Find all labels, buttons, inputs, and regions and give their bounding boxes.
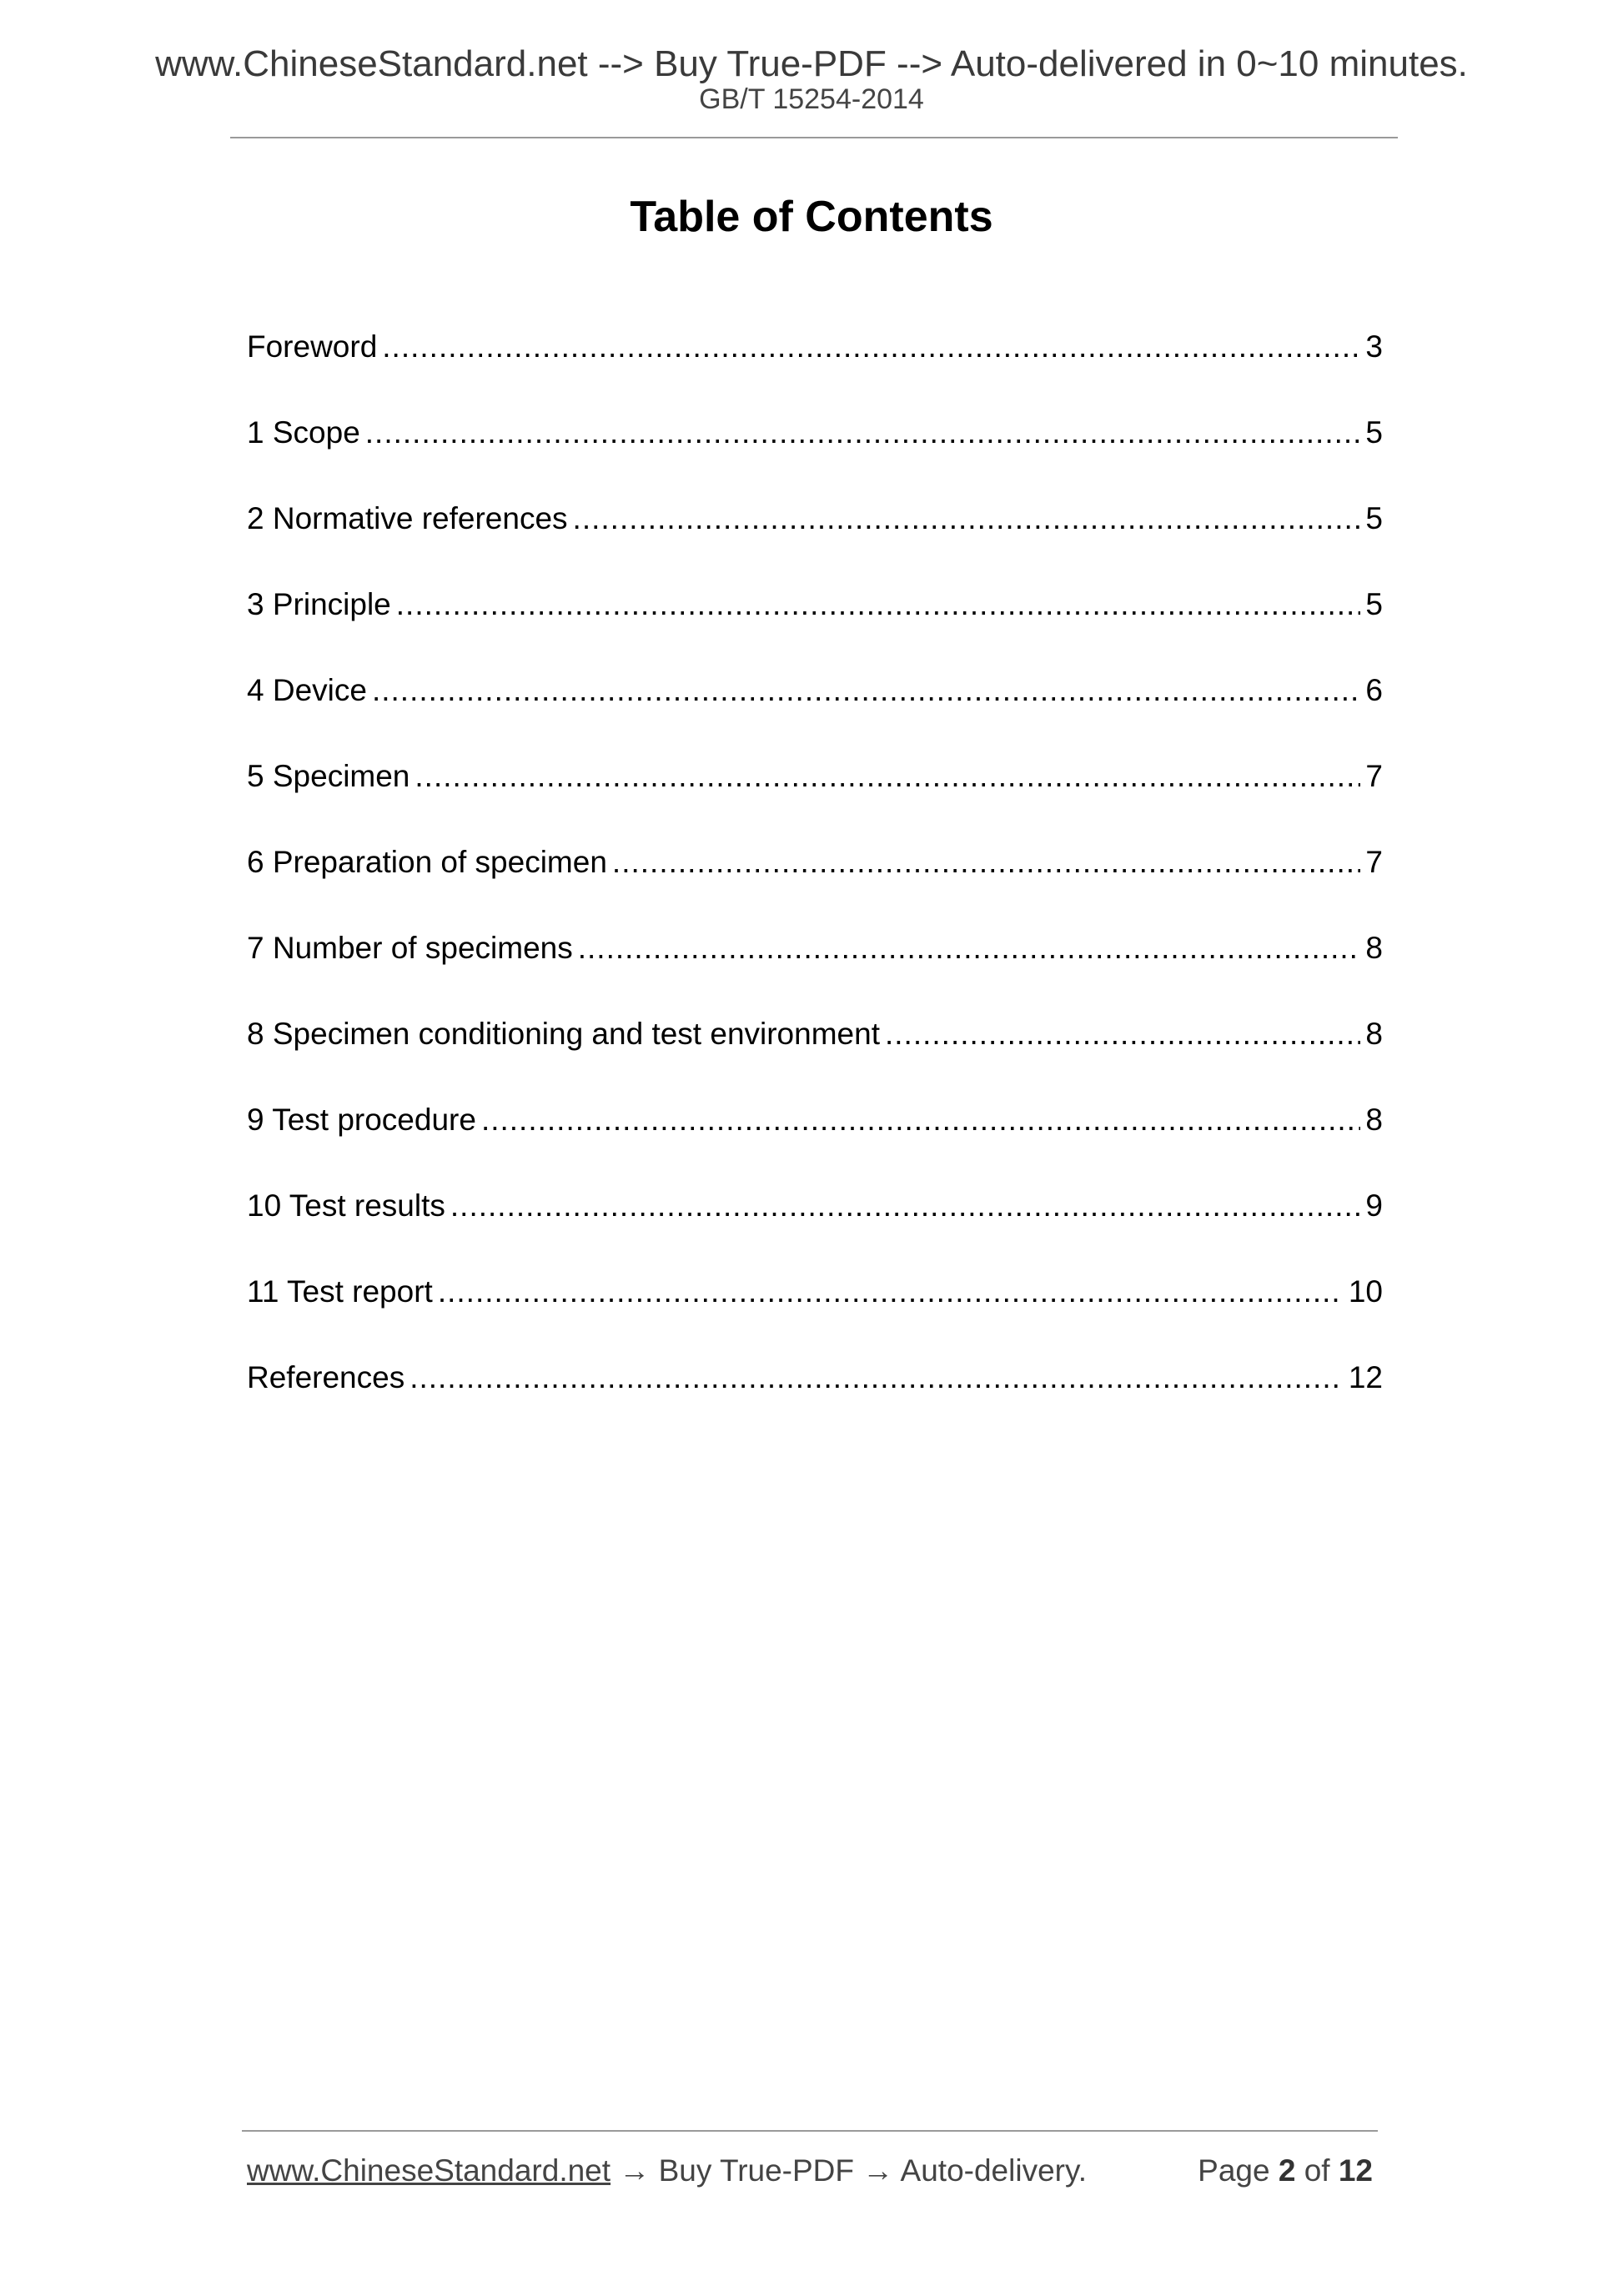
dot-leader: [365, 406, 1361, 460]
page-word: Page: [1198, 2153, 1270, 2188]
page-footer: [247, 2153, 1378, 2188]
toc-entry-label: References: [247, 1360, 405, 1394]
toc-entry-label: 7 Number of specimens: [247, 931, 573, 965]
document-id: GB/T 15254-2014: [699, 83, 924, 115]
toc-entry-page: 8: [1365, 1017, 1383, 1051]
dot-leader: [396, 578, 1361, 631]
dot-leader: [415, 750, 1360, 803]
toc-entry-normative-references[interactable]: [247, 492, 1383, 578]
toc-entry-label: 5 Specimen: [247, 759, 410, 793]
table-of-contents: [247, 320, 1383, 1437]
toc-entry-number-of-specimens[interactable]: [247, 922, 1383, 1007]
dot-leader: [885, 1007, 1360, 1061]
toc-entry-label: Foreword: [247, 329, 378, 364]
toc-entry-test-results[interactable]: [247, 1179, 1383, 1265]
toc-entry-label: 10 Test results: [247, 1188, 445, 1223]
page-title: Table of Contents: [630, 193, 993, 241]
dot-leader: [438, 1265, 1344, 1319]
arrow-right-icon: →: [619, 2153, 651, 2188]
toc-entry-label: 4 Device: [247, 673, 367, 707]
footer-divider: [242, 2130, 1378, 2132]
toc-entry-label: 9 Test procedure: [247, 1103, 476, 1137]
dot-leader: [410, 1351, 1344, 1404]
toc-entry-page: 9: [1365, 1188, 1383, 1223]
arrow-right-icon: →: [862, 2153, 894, 2188]
toc-entry-foreword[interactable]: [247, 320, 1383, 406]
toc-entry-page: 8: [1365, 1103, 1383, 1137]
toc-entry-test-procedure[interactable]: [247, 1093, 1383, 1179]
toc-entry-page: 12: [1348, 1360, 1383, 1394]
page-current: 2: [1278, 2153, 1296, 2188]
toc-entry-label: 11 Test report: [247, 1274, 433, 1309]
toc-entry-label: 8 Specimen conditioning and test environment: [247, 1017, 880, 1051]
dot-leader: [573, 492, 1361, 545]
page-number: [1198, 2153, 1373, 2188]
dot-leader: [450, 1179, 1361, 1233]
toc-entry-page: 7: [1365, 759, 1383, 793]
toc-entry-page: 3: [1365, 329, 1383, 364]
toc-entry-device[interactable]: [247, 664, 1383, 750]
toc-entry-page: 8: [1365, 931, 1383, 965]
dot-leader: [382, 320, 1360, 374]
footer-site-link[interactable]: www.ChineseStandard.net: [247, 2153, 611, 2188]
header-divider: [230, 137, 1398, 138]
site-banner: www.ChineseStandard.net --> Buy True-PDF --> Auto-delivered in 0~10 minutes.: [155, 43, 1468, 84]
toc-entry-page: 6: [1365, 673, 1383, 707]
footer-text-delivery: Auto-delivery.: [900, 2153, 1088, 2188]
toc-entry-label: 3 Principle: [247, 587, 391, 621]
toc-entry-test-report[interactable]: [247, 1265, 1383, 1351]
dot-leader: [578, 922, 1361, 975]
page-total: 12: [1338, 2153, 1373, 2188]
toc-entry-scope[interactable]: [247, 406, 1383, 492]
toc-entry-preparation-of-specimen[interactable]: [247, 836, 1383, 922]
toc-entry-specimen[interactable]: [247, 750, 1383, 836]
toc-entry-page: 5: [1365, 587, 1383, 621]
dot-leader: [481, 1093, 1360, 1147]
toc-entry-page: 5: [1365, 501, 1383, 535]
toc-entry-references[interactable]: [247, 1351, 1383, 1437]
toc-entry-principle[interactable]: [247, 578, 1383, 664]
footer-text-buy: Buy True-PDF: [658, 2153, 855, 2188]
toc-entry-page: 5: [1365, 415, 1383, 450]
toc-entry-conditioning-and-environment[interactable]: [247, 1007, 1383, 1093]
toc-entry-page: 10: [1348, 1274, 1383, 1309]
dot-leader: [372, 664, 1360, 717]
toc-entry-page: 7: [1365, 845, 1383, 879]
toc-entry-label: 2 Normative references: [247, 501, 568, 535]
toc-entry-label: 6 Preparation of specimen: [247, 845, 607, 879]
toc-entry-label: 1 Scope: [247, 415, 360, 450]
dot-leader: [612, 836, 1361, 889]
of-word: of: [1304, 2153, 1330, 2188]
